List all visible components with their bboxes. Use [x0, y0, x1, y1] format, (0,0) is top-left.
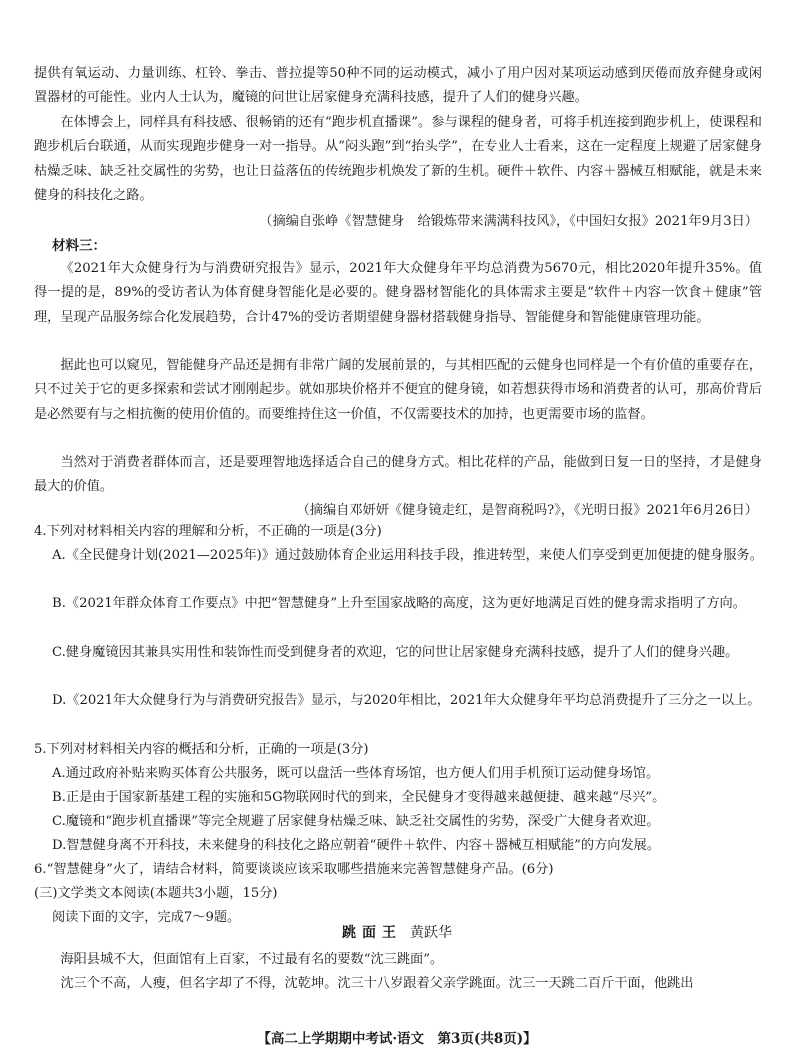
material-three-heading: 材料三： — [52, 238, 106, 254]
passage-paragraph-4: 据此也可以窥见，智能健身产品还是拥有非常广阔的发展前景的，与其相匹配的云健身也同样是一个有价值的重要存在，只不过关于它的更多探索和尝试才刚刚起步。就如那块价格并不便宜的健身镜，如若想获得市场和消费者的认可，那高价背后是必然要有与之相抗衡的使用价值的。而要维持住这一价值，不仅需要技术的加持，也更需要市场的监督。 — [34, 358, 762, 422]
question-4-option-b: B.《2021年群众体育工作要点》中把“智慧健身”上升至国家战略的高度，这为更好地满足百姓的健身需求指明了方向。 — [52, 596, 746, 611]
question-4-option-d: D.《2021年大众健身行为与消费研究报告》显示，与2020年相比，2021年大众健身年平均总消费提升了三分之一以上。 — [52, 693, 761, 708]
passage-paragraph-1: 提供有氧运动、力量训练、杠铃、拳击、普拉提等50种不同的运动模式，减小了用户因对某项运动感到厌倦而放弃健身或闲置器材的可能性。业内人士认为，魔镜的问世让居家健身充满科技感，提升了人们的健身兴趣。 — [34, 66, 762, 106]
story-author: 黄跃华 — [410, 925, 452, 941]
story-title: 跳面王 — [342, 925, 402, 941]
question-5-option-c: C.魔镜和“跑步机直播课”等完全规避了居家健身枯燥乏味、缺乏社交属性的劣势，深受广大健身者欢迎。 — [52, 814, 660, 829]
question-5-option-a: A.通过政府补贴来购买体育公共服务，既可以盘活一些体育场馆，也方便人们用手机预订运动健身场馆。 — [52, 766, 660, 781]
passage-paragraph-2: 在体博会上，同样具有科技感、很畅销的还有“跑步机直播课”。参与课程的健身者，可将手机连接到跑步机上，使课程和跑步机后台联通，从而实现跑步健身一对一指导。从“闷头跑”到“抬头学”，在专业人士看来，这在一定程度上规避了居家健身枯燥乏味、缺乏社交属性的劣势，也让日益落伍的传统跑步机焕发了新的生机。硬件＋软件、内容＋器械互相赋能，就是未来健身的科技化之路。 — [34, 115, 762, 204]
page-footer: 【高二上学期期中考试·语文 第3页(共8页)】 — [257, 1031, 537, 1047]
question-5-option-d: D.智慧健身离不开科技，未来健身的科技化之路应朝着“硬件＋软件、内容＋器械互相赋能”的方向发展。 — [52, 838, 661, 853]
question-5-option-b: B.正是由于国家新基建工程的实施和5G物联网时代的到来，全民健身才变得越来越便捷、越来越“尽兴”。 — [52, 790, 666, 805]
question-4-option-c: C.健身魔镜因其兼具实用性和装饰性而受到健身者的欢迎，它的问世让居家健身充满科技感，提升了人们的健身兴趣。 — [52, 645, 739, 660]
story-paragraph-2: 沈三个不高，人瘦，但名字却了不得，沈乾坤。沈三十八岁跟着父亲学跳面。沈三一天跳二百斤干面，他跳出 — [60, 976, 694, 991]
story-title-line — [0, 922, 794, 942]
question-6: 6.“智慧健身”火了，请结合材料，简要谈谈应该采取哪些措施来完善智慧健身产品。(6分) — [34, 862, 554, 877]
story-paragraph-1: 海阳县城不大，但面馆有上百家，不过最有名的要数“沈三跳面”。 — [60, 952, 444, 967]
passage-paragraph-3: 《2021年大众健身行为与消费研究报告》显示，2021年大众健身年平均总消费为5670元，相比2020年提升35%。值得一提的是，89%的受访者认为体育健身智能化是必要的。健身器材智能化的具体需求主要是“软件＋内容一饮食＋健康”管理，呈现产品服务综合化发展趋势，合计47%的受访者期望健身器材搭载健身指导、智能健身和智能健康管理功能。 — [34, 261, 762, 325]
source-citation-2: （摘编自邓妍妍《健身镜走红，是智商税吗?》，《光明日报》2021年6月26日） — [296, 503, 758, 518]
question-4-option-a: A.《全民健身计划(2021—2025年)》通过鼓励体育企业运用科技手段，推进转型，来使人们享受到更加便捷的健身服务。 — [52, 548, 763, 563]
section-three-heading: (三)文学类文本阅读(本题共3小题，15分) — [34, 886, 278, 901]
section-three-instruction: 阅读下面的文字，完成7～9题。 — [52, 910, 241, 925]
question-5-stem: 5.下列对材料相关内容的概括和分析，正确的一项是(3分) — [34, 742, 369, 757]
source-citation-1: （摘编自张峥《智慧健身 给锻炼带来满满科技风》，《中国妇女报》2021年9月3日） — [259, 214, 758, 229]
passage-paragraph-5: 当然对于消费者群体而言，还是要理智地选择适合自己的健身方式。相比花样的产品，能做到日复一日的坚持，才是健身最大的价值。 — [34, 455, 762, 495]
question-4-stem: 4.下列对材料相关内容的理解和分析，不正确的一项是(3分) — [34, 524, 382, 539]
